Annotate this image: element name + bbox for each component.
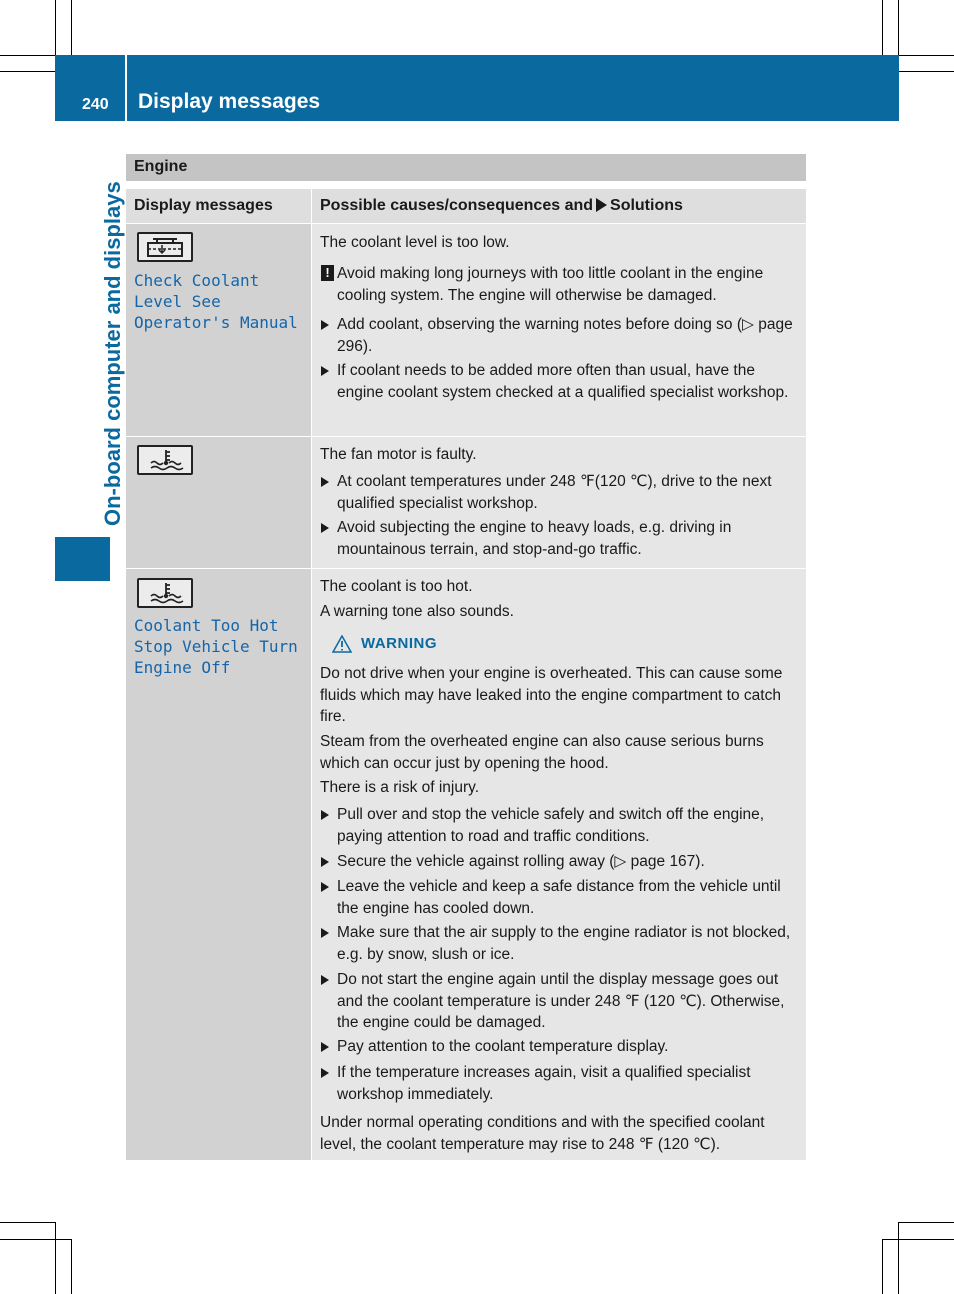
bullet-arrow-icon <box>321 857 329 867</box>
cause-text: A warning tone also sounds. <box>320 603 514 620</box>
warning-text: Do not drive when your engine is overheated. This can cause some fluids which may have leaked into the engine compartment to catch fire. <box>320 665 783 725</box>
crop-mark <box>0 55 55 56</box>
crop-mark <box>71 1239 72 1294</box>
coolant-temperature-icon <box>137 445 193 475</box>
coolant-level-icon <box>137 232 193 262</box>
crop-mark <box>0 71 55 72</box>
bullet-arrow-icon <box>321 810 329 820</box>
section-title: Engine <box>134 158 188 175</box>
crop-mark <box>882 0 883 55</box>
bullet-arrow-icon <box>321 975 329 985</box>
list-item: Leave the vehicle and keep a safe distance from the vehicle until the engine has cooled down. <box>320 876 800 919</box>
display-message: Check Coolant Level See Operator's Manual <box>134 271 298 332</box>
warning-heading: WARNING <box>320 635 620 655</box>
list-item: If the temperature increases again, visit a qualified specialist workshop immediately. <box>320 1062 800 1105</box>
list-item: Secure the vehicle against rolling away (▷ page 167). <box>320 851 800 873</box>
bullet-arrow-icon <box>321 928 329 938</box>
crop-mark <box>0 1239 71 1240</box>
chapter-title: On-board computer and displays <box>100 181 125 526</box>
list-item: Pay attention to the coolant temperature display. <box>320 1036 800 1058</box>
list-item: Add coolant, observing the warning notes before doing so (▷ page 296). <box>320 314 800 357</box>
page-number: 240 <box>82 96 109 113</box>
list-item: Pull over and stop the vehicle safely and switch off the engine, paying attention to road and traffic conditions. <box>320 804 800 847</box>
bullet-arrow-icon <box>321 523 329 533</box>
crop-mark <box>55 0 56 55</box>
crop-mark <box>898 1222 899 1294</box>
cause-text: The coolant level is too low. <box>320 234 510 251</box>
closing-text: Under normal operating conditions and with the specified coolant level, the coolant temperature may rise to 248 ℉ (120 ℃). <box>320 1114 765 1153</box>
table-row-1-causes <box>312 224 806 436</box>
crop-mark <box>898 0 899 55</box>
exclamation-icon: ! <box>321 265 334 281</box>
bullet-arrow-icon <box>321 882 329 892</box>
bullet-arrow-icon <box>321 477 329 487</box>
display-message: Coolant Too Hot Stop Vehicle Turn Engine Off <box>134 616 298 677</box>
arrow-icon <box>596 198 607 212</box>
warning-text: There is a risk of injury. <box>320 779 480 796</box>
list-item: If coolant needs to be added more often than usual, have the engine coolant system checked at a qualified specialist workshop. <box>320 360 800 403</box>
crop-mark <box>899 71 954 72</box>
table-row-1-message <box>126 224 311 436</box>
causes-label: Possible causes/consequences and <box>320 197 594 214</box>
cause-text: The fan motor is faulty. <box>320 446 477 463</box>
crop-mark <box>71 0 72 55</box>
crop-mark <box>882 1239 954 1240</box>
bullet-arrow-icon <box>321 320 329 330</box>
crop-mark <box>899 55 954 56</box>
header-divider <box>125 55 127 121</box>
page-title: Display messages <box>138 90 321 113</box>
list-item: Make sure that the air supply to the engine radiator is not blocked, e.g. by snow, slush or ice. <box>320 922 800 965</box>
list-item: Avoid subjecting the engine to heavy loads, e.g. driving in mountainous terrain, and stop-and-go traffic. <box>320 517 800 560</box>
table-row-2-causes <box>312 437 806 568</box>
chapter-tab <box>55 537 110 581</box>
warning-triangle-icon <box>332 635 352 653</box>
crop-mark <box>899 1222 954 1223</box>
table-row-3-message <box>126 569 311 1160</box>
column-header-messages: Display messages <box>126 189 311 223</box>
solutions-label: Solutions <box>610 197 683 214</box>
section-header <box>126 154 806 181</box>
warning-text: Steam from the overheated engine can also cause serious burns which can occur just by opening the hood. <box>320 733 764 772</box>
coolant-temperature-icon <box>137 578 193 608</box>
cause-text: The coolant is too hot. <box>320 578 473 595</box>
list-item: Do not start the engine again until the display message goes out and the coolant temperature is under 248 ℉ (120 ℃). Otherwise, the engine could be damaged. <box>320 969 800 1034</box>
table-row-2-message <box>126 437 311 568</box>
bullet-arrow-icon <box>321 366 329 376</box>
bullet-arrow-icon <box>321 1042 329 1052</box>
crop-mark <box>55 1222 56 1294</box>
crop-mark <box>0 1222 55 1223</box>
crop-mark <box>882 1239 883 1294</box>
list-item: At coolant temperatures under 248 ℉(120 ℃), drive to the next qualified specialist workshop. <box>320 471 800 514</box>
table-row-3-causes <box>312 569 806 1160</box>
bullet-arrow-icon <box>321 1068 329 1078</box>
caution-note: ! Avoid making long journeys with too little coolant in the engine cooling system. The engine will otherwise be damaged. <box>320 263 800 306</box>
column-header-causes <box>312 189 806 223</box>
